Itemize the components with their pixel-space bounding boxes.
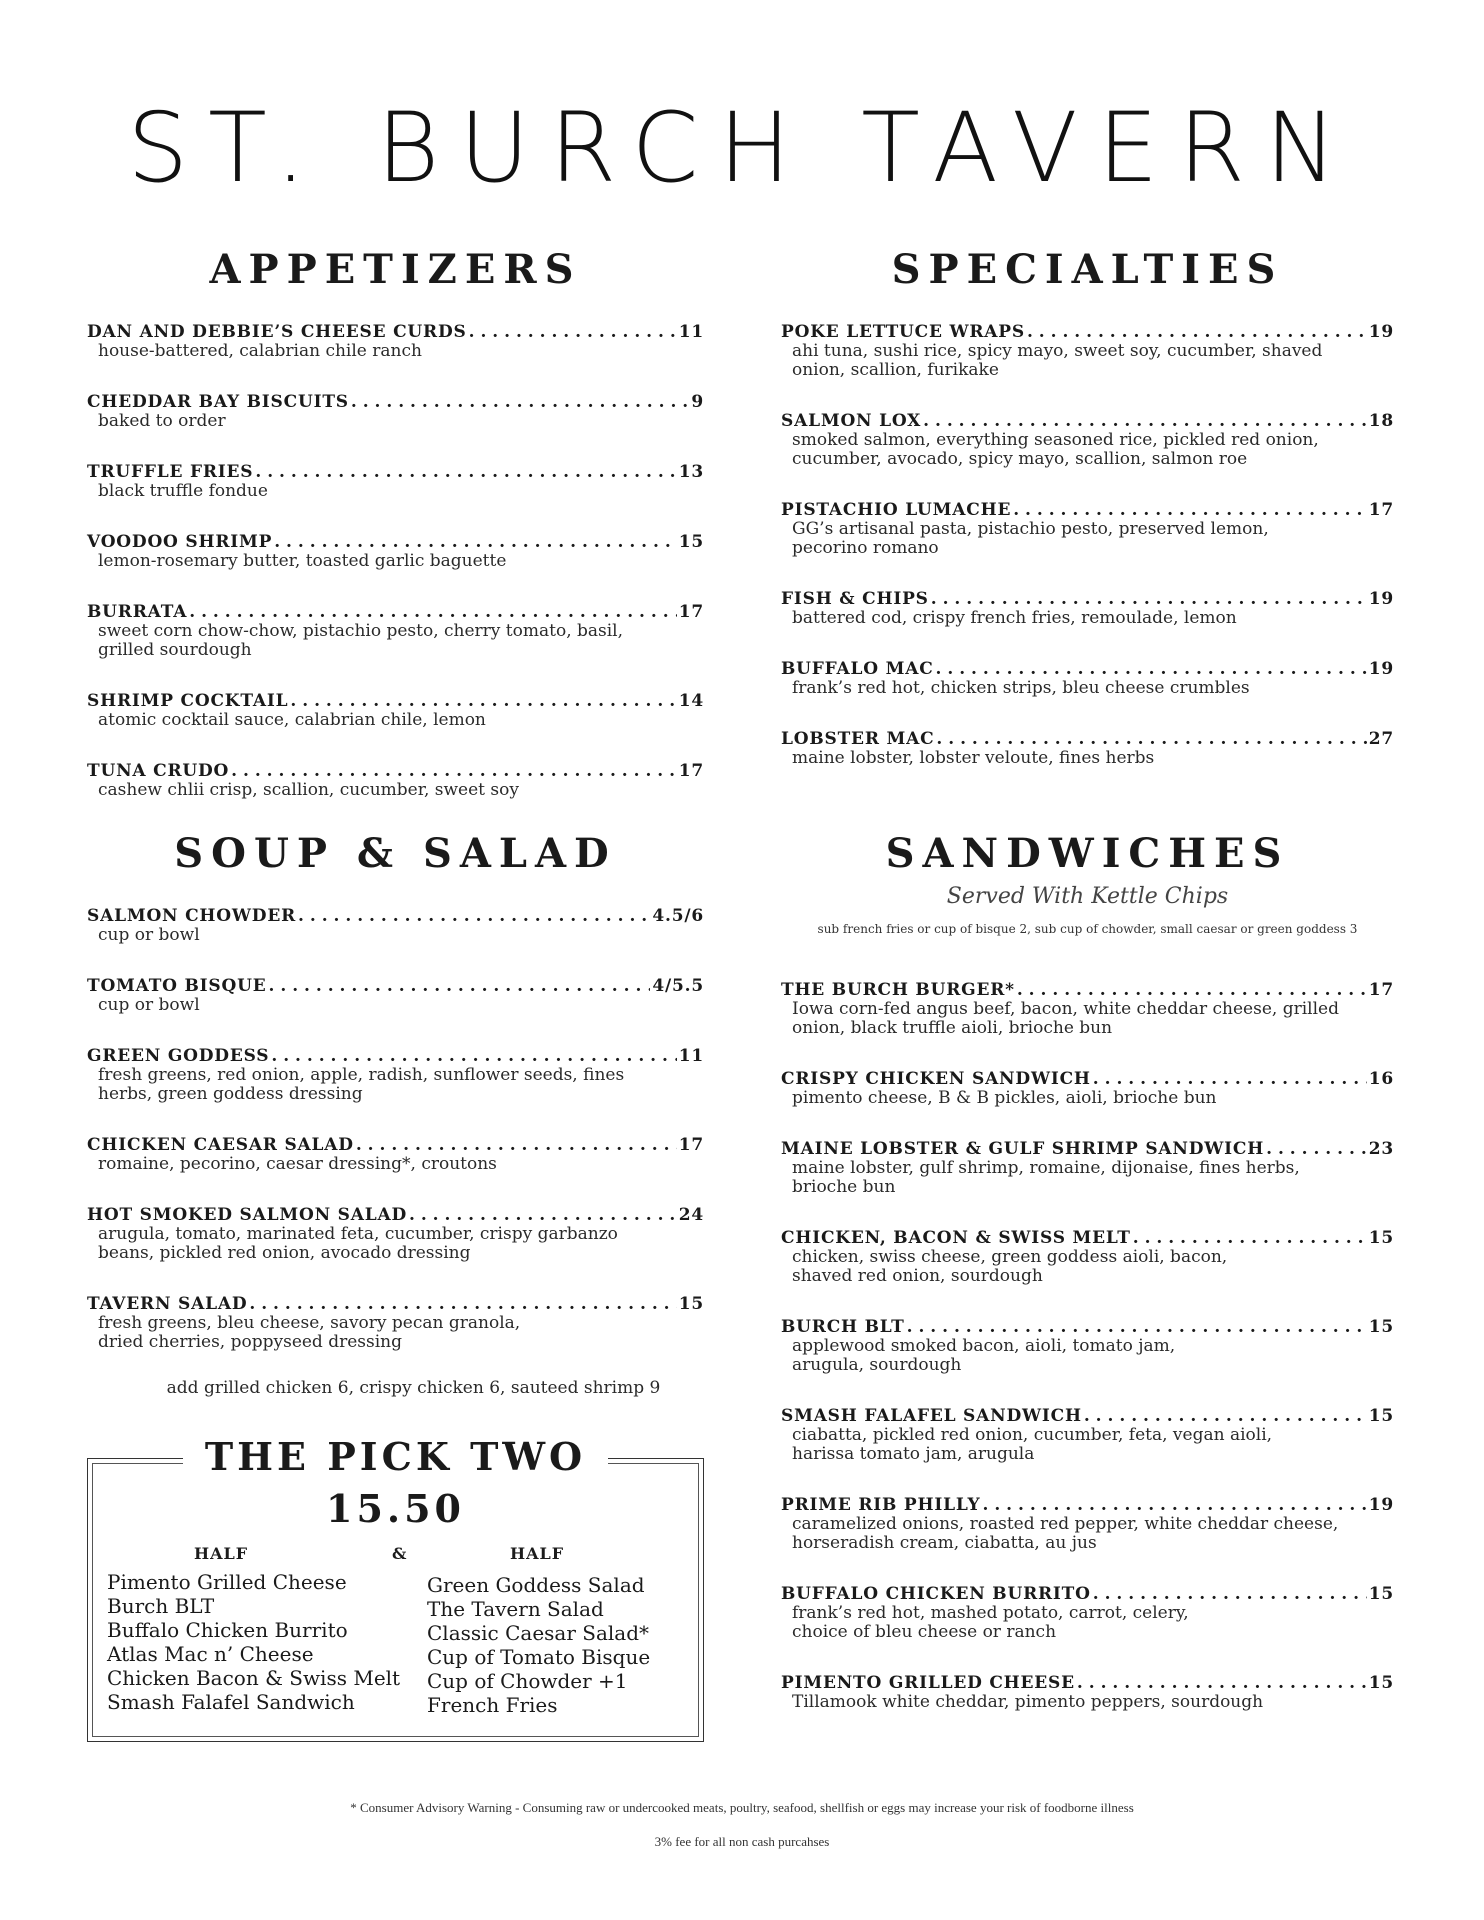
- soup-salad-heading: SOUP & SALAD: [174, 830, 617, 877]
- menu-item: [87, 691, 704, 730]
- pick-two-option: Classic Caesar Salad*: [427, 1621, 650, 1645]
- menu-item-name: LOBSTER MAC: [781, 729, 935, 749]
- menu-item-price: 15: [1368, 1406, 1394, 1426]
- menu-item-description: frank’s red hot, mashed potato, carrot, celery,: [792, 1603, 1189, 1623]
- pick-two-right-list: [427, 1573, 650, 1717]
- menu-item: [87, 1135, 704, 1174]
- menu-item-name: BUFFALO CHICKEN BURRITO: [781, 1584, 1091, 1604]
- menu-item-price: 9: [691, 392, 704, 412]
- menu-item: [781, 1495, 1394, 1553]
- menu-item-line: [781, 1495, 1394, 1515]
- menu-item-name: POKE LETTUCE WRAPS: [781, 322, 1025, 342]
- dot-leader: [1084, 1406, 1367, 1426]
- menu-item-description: herbs, green goddess dressing: [98, 1084, 363, 1104]
- menu-item-price: 4/5.5: [652, 976, 704, 996]
- dot-leader: [274, 532, 677, 552]
- menu-item-name: CHICKEN, BACON & SWISS MELT: [781, 1228, 1131, 1248]
- menu-item-description: smoked salmon, everything seasoned rice, pickled red onion,: [792, 430, 1319, 450]
- menu-item-description: house-battered, calabrian chile ranch: [98, 341, 422, 361]
- menu-item-line: [781, 1584, 1394, 1604]
- menu-item-description: fresh greens, red onion, apple, radish, sunflower seeds, fines: [98, 1065, 625, 1085]
- dot-leader: [356, 1135, 677, 1155]
- menu-item-price: 19: [1368, 1495, 1394, 1515]
- dot-leader: [931, 589, 1367, 609]
- menu-item: [87, 392, 704, 431]
- menu-item-description: pecorino romano: [792, 538, 939, 558]
- menu-item-line: [781, 500, 1394, 520]
- menu-item-price: 11: [678, 322, 704, 342]
- menu-item-line: [87, 462, 704, 482]
- menu-item-description: harissa tomato jam, arugula: [792, 1444, 1035, 1464]
- soup-salad-list: [87, 906, 704, 1383]
- appetizers-list: [87, 322, 704, 831]
- menu-item-price: 17: [1368, 500, 1394, 520]
- menu-item-line: [87, 1046, 704, 1066]
- ampersand-label: &: [392, 1544, 408, 1563]
- menu-item-description: Iowa corn-fed angus beef, bacon, white cheddar cheese, grilled: [792, 999, 1339, 1019]
- menu-item-line: [781, 1139, 1394, 1159]
- menu-item-description: ahi tuna, sushi rice, spicy mayo, sweet soy, cucumber, shaved: [792, 341, 1323, 361]
- dot-leader: [290, 691, 676, 711]
- dot-leader: [255, 462, 676, 482]
- menu-item-description: cup or bowl: [98, 925, 200, 945]
- menu-item-name: PRIME RIB PHILLY: [781, 1495, 981, 1515]
- menu-item-description: frank’s red hot, chicken strips, bleu cheese crumbles: [792, 678, 1250, 698]
- menu-item-description: black truffle fondue: [98, 481, 268, 501]
- pick-two-option: Atlas Mac n’ Cheese: [107, 1642, 314, 1666]
- menu-item-name: TAVERN SALAD: [87, 1294, 248, 1314]
- dot-leader: [271, 1046, 676, 1066]
- dot-leader: [298, 906, 650, 926]
- dot-leader: [469, 322, 677, 342]
- pick-two-option: Pimento Grilled Cheese: [107, 1570, 347, 1594]
- menu-item-line: [87, 691, 704, 711]
- menu-item: [87, 761, 704, 800]
- menu-item-name: CRISPY CHICKEN SANDWICH: [781, 1069, 1091, 1089]
- dot-leader: [1266, 1139, 1367, 1159]
- pick-two-title-wrap: [87, 1434, 704, 1479]
- menu-item-description: Tillamook white cheddar, pimento peppers, sourdough: [792, 1692, 1264, 1712]
- menu-item: [781, 980, 1394, 1038]
- menu-item-price: 19: [1368, 659, 1394, 679]
- fee-note: 3% fee for all non cash purcahses: [654, 1834, 830, 1849]
- menu-item-description: onion, black truffle aioli, brioche bun: [792, 1018, 1113, 1038]
- menu-item: [87, 976, 704, 1015]
- pick-two-option: Burch BLT: [107, 1594, 215, 1618]
- menu-item-name: TUNA CRUDO: [87, 761, 230, 781]
- menu-item-description: beans, pickled red onion, avocado dressing: [98, 1243, 471, 1263]
- menu-item-price: 15: [678, 532, 704, 552]
- menu-item: [87, 906, 704, 945]
- menu-item-price: 24: [678, 1205, 704, 1225]
- menu-item: [87, 462, 704, 501]
- menu-item-description: caramelized onions, roasted red pepper, white cheddar cheese,: [792, 1514, 1339, 1534]
- menu-item-description: arugula, tomato, marinated feta, cucumber, crispy garbanzo: [98, 1224, 618, 1244]
- dot-leader: [982, 1495, 1366, 1515]
- pick-two-price: 15.50: [326, 1486, 465, 1531]
- menu-item-line: [781, 659, 1394, 679]
- menu-item-description: baked to order: [98, 411, 226, 431]
- menu-item-description: battered cod, crispy french fries, remoulade, lemon: [792, 608, 1237, 628]
- dot-leader: [923, 411, 1367, 431]
- menu-item-name: SALMON LOX: [781, 411, 922, 431]
- menu-item-description: romaine, pecorino, caesar dressing*, croutons: [98, 1154, 497, 1174]
- menu-item: [781, 1069, 1394, 1108]
- menu-item-description: atomic cocktail sauce, calabrian chile, lemon: [98, 710, 486, 730]
- pick-two-option: Cup of Chowder +1: [427, 1669, 628, 1693]
- menu-item-name: PISTACHIO LUMACHE: [781, 500, 1012, 520]
- menu-item-name: BURRATA: [87, 602, 188, 622]
- menu-item-line: [781, 1406, 1394, 1426]
- menu-item-description: dried cherries, poppyseed dressing: [98, 1332, 403, 1352]
- menu-item-description: maine lobster, gulf shrimp, romaine, dijonaise, fines herbs,: [792, 1158, 1300, 1178]
- menu-item-price: 4.5/6: [652, 906, 704, 926]
- menu-item-price: 17: [678, 602, 704, 622]
- menu-item-name: VOODOO SHRIMP: [87, 532, 273, 552]
- menu-item-name: GREEN GODDESS: [87, 1046, 270, 1066]
- menu-item-line: [87, 976, 704, 996]
- dot-leader: [189, 602, 677, 622]
- salad-addon-note: add grilled chicken 6, crispy chicken 6, sauteed shrimp 9: [166, 1378, 661, 1398]
- half-right-label: HALF: [510, 1544, 565, 1563]
- sandwiches-sub-note: sub french fries or cup of bisque 2, sub cup of chowder, small caesar or green goddess 3: [817, 922, 1358, 936]
- menu-item: [781, 1139, 1394, 1197]
- menu-item-line: [87, 322, 704, 342]
- menu-item-name: TOMATO BISQUE: [87, 976, 267, 996]
- pick-two-option: Green Goddess Salad: [427, 1573, 645, 1597]
- specialties-heading: SPECIALTIES: [891, 246, 1284, 293]
- menu-item-price: 15: [1368, 1228, 1394, 1248]
- dot-leader: [1093, 1584, 1367, 1604]
- dot-leader: [249, 1294, 676, 1314]
- dot-leader: [1017, 980, 1367, 1000]
- menu-item-description: brioche bun: [792, 1177, 896, 1197]
- dot-leader: [1133, 1228, 1367, 1248]
- menu-item-price: 17: [1368, 980, 1394, 1000]
- menu-item-description: GG’s artisanal pasta, pistachio pesto, preserved lemon,: [792, 519, 1269, 539]
- menu-item-price: 13: [678, 462, 704, 482]
- pick-two-option: Buffalo Chicken Burrito: [107, 1618, 348, 1642]
- menu-item-description: cucumber, avocado, spicy mayo, scallion, salmon roe: [792, 449, 1248, 469]
- half-left-label: HALF: [194, 1544, 249, 1563]
- menu-item-description: horseradish cream, ciabatta, au jus: [792, 1533, 1097, 1553]
- menu-item-line: [781, 980, 1394, 1000]
- menu-item-price: 15: [1368, 1584, 1394, 1604]
- menu-item-name: FISH & CHIPS: [781, 589, 929, 609]
- menu-item-name: SALMON CHOWDER: [87, 906, 297, 926]
- dot-leader: [409, 1205, 677, 1225]
- menu-item-name: MAINE LOBSTER & GULF SHRIMP SANDWICH: [781, 1139, 1265, 1159]
- menu-item-description: applewood smoked bacon, aioli, tomato jam,: [792, 1336, 1176, 1356]
- menu-item-line: [87, 1135, 704, 1155]
- pick-two-option: Chicken Bacon & Swiss Melt: [107, 1666, 401, 1690]
- menu-item-name: SMASH FALAFEL SANDWICH: [781, 1406, 1082, 1426]
- menu-item-name: PIMENTO GRILLED CHEESE: [781, 1673, 1075, 1693]
- pick-two-option: Cup of Tomato Bisque: [427, 1645, 651, 1669]
- menu-item: [781, 729, 1394, 768]
- menu-item-description: chicken, swiss cheese, green goddess aioli, bacon,: [792, 1247, 1228, 1267]
- menu-item-description: lemon-rosemary butter, toasted garlic baguette: [98, 551, 507, 571]
- dot-leader: [936, 729, 1366, 749]
- dot-leader: [351, 392, 689, 412]
- menu-item-price: 15: [1368, 1317, 1394, 1337]
- dot-leader: [269, 976, 651, 996]
- sandwiches-list: [781, 980, 1394, 1743]
- menu-item: [87, 1294, 704, 1352]
- menu-item-description: sweet corn chow-chow, pistachio pesto, cherry tomato, basil,: [98, 621, 624, 641]
- restaurant-title: ST. BURCH TAVERN: [127, 92, 1357, 204]
- menu-item-price: 17: [678, 761, 704, 781]
- menu-item-name: HOT SMOKED SALMON SALAD: [87, 1205, 407, 1225]
- menu-item-price: 15: [1368, 1673, 1394, 1693]
- menu-item-price: 14: [678, 691, 704, 711]
- menu-item-name: BUFFALO MAC: [781, 659, 934, 679]
- menu-item-line: [781, 589, 1394, 609]
- menu-item-price: 18: [1368, 411, 1394, 431]
- menu-item: [781, 1673, 1394, 1712]
- menu-item-line: [87, 906, 704, 926]
- specialties-list: [781, 322, 1394, 799]
- menu-item-description: cashew chlii crisp, scallion, cucumber, sweet soy: [98, 780, 519, 800]
- pick-two-left-list: [107, 1570, 400, 1714]
- menu-item-price: 23: [1368, 1139, 1394, 1159]
- menu-item: [781, 322, 1394, 380]
- right-column: [781, 0, 1394, 1920]
- menu-item: [781, 500, 1394, 558]
- menu-item-description: ciabatta, pickled red onion, cucumber, feta, vegan aioli,: [792, 1425, 1273, 1445]
- menu-item-line: [87, 532, 704, 552]
- dot-leader: [1027, 322, 1367, 342]
- menu-item-description: choice of bleu cheese or ranch: [792, 1622, 1057, 1642]
- dot-leader: [1013, 500, 1367, 520]
- menu-item-line: [781, 322, 1394, 342]
- menu-item-line: [781, 411, 1394, 431]
- menu-item-name: SHRIMP COCKTAIL: [87, 691, 289, 711]
- menu-item-name: BURCH BLT: [781, 1317, 905, 1337]
- menu-item-description: fresh greens, bleu cheese, savory pecan granola,: [98, 1313, 521, 1333]
- menu-item: [87, 602, 704, 660]
- menu-item-line: [87, 602, 704, 622]
- appetizers-heading: APPETIZERS: [209, 246, 582, 293]
- menu-item-price: 27: [1368, 729, 1394, 749]
- menu-item-name: CHEDDAR BAY BISCUITS: [87, 392, 349, 412]
- menu-item: [87, 532, 704, 571]
- menu-item-line: [87, 1205, 704, 1225]
- menu-item-line: [87, 1294, 704, 1314]
- menu-item-description: cup or bowl: [98, 995, 200, 1015]
- menu-item: [781, 589, 1394, 628]
- dot-leader: [1077, 1673, 1367, 1693]
- menu-item-line: [781, 1069, 1394, 1089]
- menu-item-line: [87, 392, 704, 412]
- menu-item: [87, 322, 704, 361]
- menu-item: [781, 411, 1394, 469]
- menu-item-price: 17: [678, 1135, 704, 1155]
- menu-item-description: arugula, sourdough: [792, 1355, 962, 1375]
- menu-item: [781, 1584, 1394, 1642]
- sandwiches-heading: SANDWICHES: [885, 830, 1290, 877]
- menu-item: [87, 1046, 704, 1104]
- pick-two-title: THE PICK TWO: [183, 1434, 608, 1479]
- dot-leader: [231, 761, 677, 781]
- menu-item-line: [781, 1317, 1394, 1337]
- pick-two-option: Smash Falafel Sandwich: [107, 1690, 355, 1714]
- menu-item-price: 11: [678, 1046, 704, 1066]
- sandwiches-subtitle: Served With Kettle Chips: [946, 884, 1229, 909]
- pick-two-option: The Tavern Salad: [427, 1597, 604, 1621]
- menu-item-description: grilled sourdough: [98, 640, 252, 660]
- menu-item-description: pimento cheese, B & B pickles, aioli, brioche bun: [792, 1088, 1217, 1108]
- menu-item-name: TRUFFLE FRIES: [87, 462, 254, 482]
- menu-item-line: [781, 729, 1394, 749]
- menu-item-line: [781, 1228, 1394, 1248]
- menu-item-description: shaved red onion, sourdough: [792, 1266, 1043, 1286]
- dot-leader: [936, 659, 1367, 679]
- menu-item-price: 19: [1368, 589, 1394, 609]
- menu-item: [781, 1406, 1394, 1464]
- menu-item-price: 15: [678, 1294, 704, 1314]
- dot-leader: [907, 1317, 1367, 1337]
- menu-item-name: CHICKEN CAESAR SALAD: [87, 1135, 354, 1155]
- menu-item: [781, 1228, 1394, 1286]
- menu-item-description: maine lobster, lobster veloute, fines herbs: [792, 748, 1155, 768]
- menu-item: [87, 1205, 704, 1263]
- menu-item-name: DAN AND DEBBIE’S CHEESE CURDS: [87, 322, 467, 342]
- menu-item-price: 19: [1368, 322, 1394, 342]
- menu-item-name: THE BURCH BURGER*: [781, 980, 1015, 1000]
- menu-item: [781, 1317, 1394, 1375]
- menu-item-price: 16: [1368, 1069, 1394, 1089]
- menu-item-description: onion, scallion, furikake: [792, 360, 999, 380]
- menu-item-line: [87, 761, 704, 781]
- menu-item-line: [781, 1673, 1394, 1693]
- menu-item: [781, 659, 1394, 698]
- consumer-advisory: * Consumer Advisory Warning - Consuming raw or undercooked meats, poultry, seafood, shellfish or eggs may increase your risk of foodborne illness: [350, 1800, 1134, 1815]
- dot-leader: [1093, 1069, 1367, 1089]
- pick-two-option: French Fries: [427, 1693, 558, 1717]
